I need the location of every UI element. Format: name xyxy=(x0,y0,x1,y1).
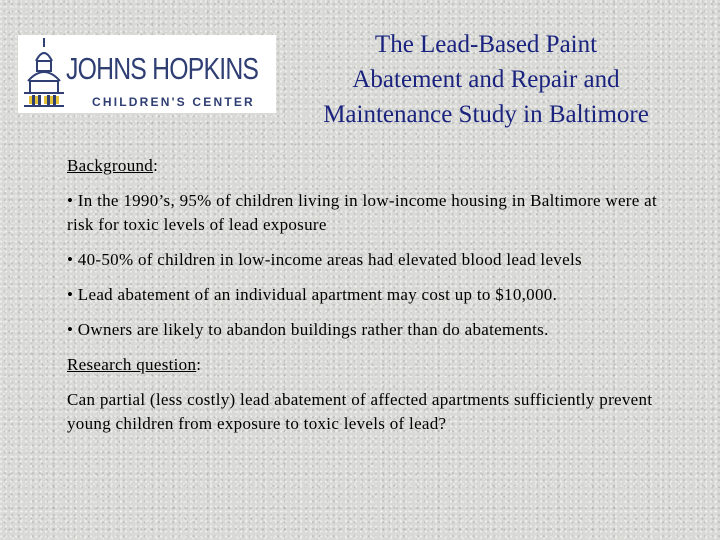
title-line-3: Maintenance Study in Baltimore xyxy=(323,101,649,128)
research-heading-text: Research question xyxy=(67,355,197,374)
slide-body xyxy=(67,154,667,436)
background-heading-text: Background xyxy=(67,156,154,175)
slide-title xyxy=(284,27,688,132)
logo-main-text: JOHNS HOPKINS xyxy=(66,51,259,86)
research-question-text: Can partial (less costly) lead abatement of affected apartments sufficiently prevent young children from exposure to toxic levels of lead? xyxy=(67,390,653,433)
background-heading: Background: xyxy=(67,156,159,175)
title-line-1: The Lead-Based Paint xyxy=(374,31,598,58)
bullet-item: • In the 1990’s, 95% of children living in low-income housing in Baltimore were at risk for toxic levels of lead exposure xyxy=(67,191,658,234)
logo-sub-text: CHILDREN'S CENTER xyxy=(92,95,255,109)
title-line-2: Abatement and Repair and xyxy=(352,66,620,93)
bullet-item: • Lead abatement of an individual apartment may cost up to $10,000. xyxy=(67,285,558,304)
johns-hopkins-logo xyxy=(18,35,276,113)
bullet-item: • 40-50% of children in low-income areas had elevated blood lead levels xyxy=(67,250,582,269)
bullet-item: • Owners are likely to abandon buildings rather than do abatements. xyxy=(67,320,549,339)
research-heading: Research question: xyxy=(67,355,202,374)
